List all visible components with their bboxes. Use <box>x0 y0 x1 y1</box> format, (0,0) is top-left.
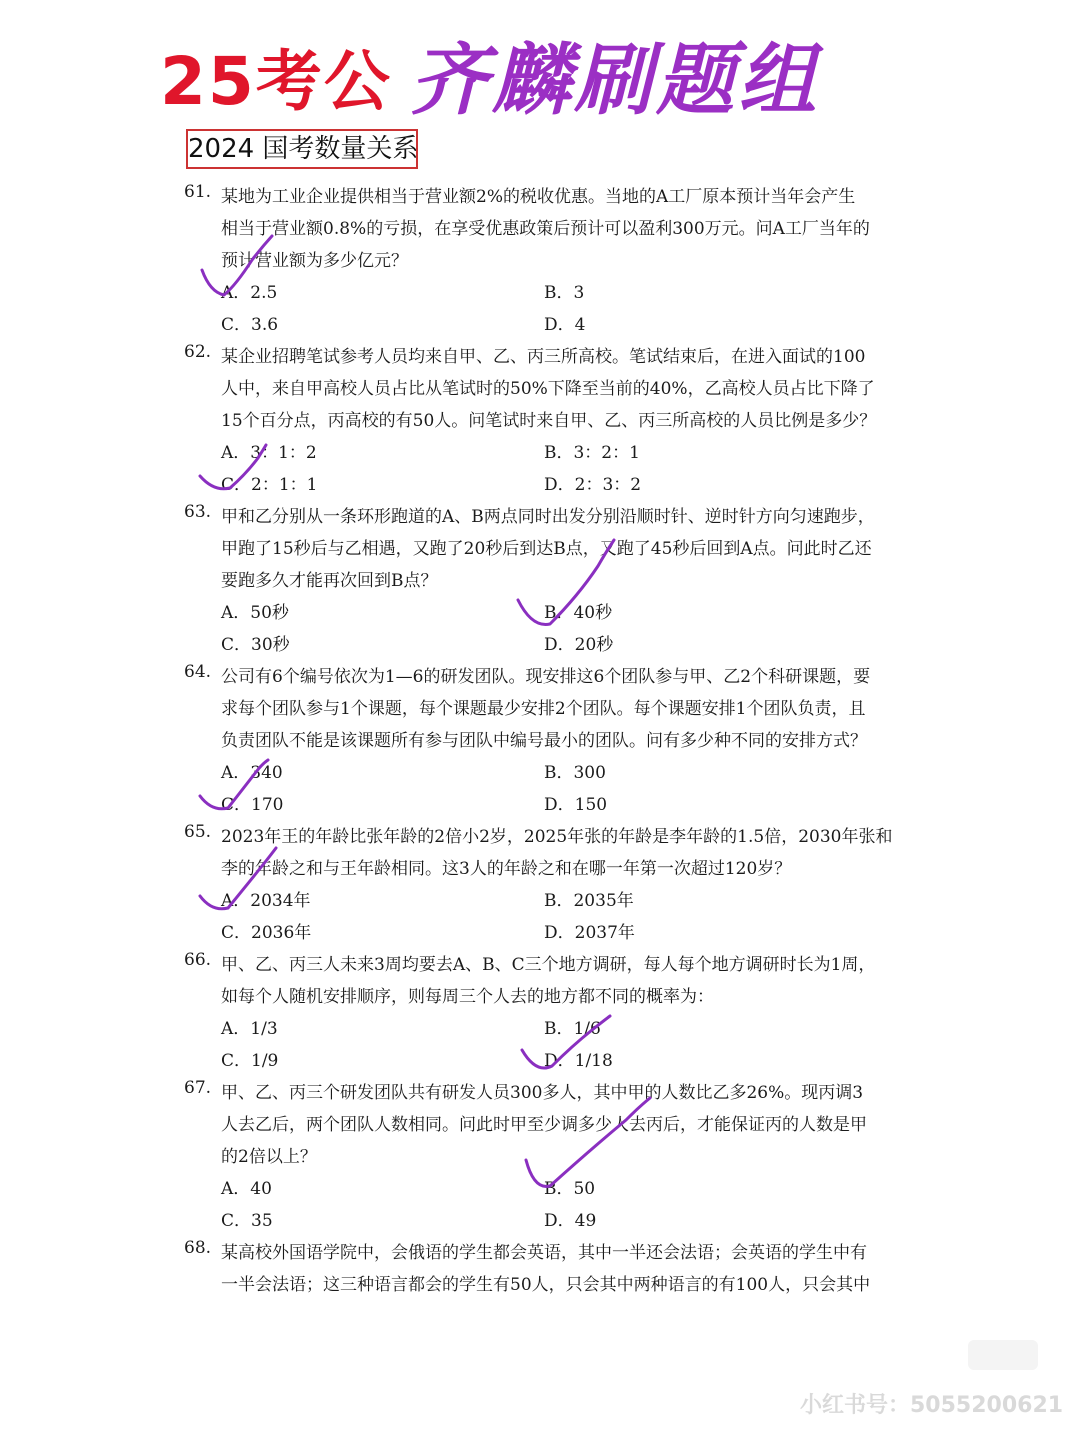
question-number: 62. <box>184 342 212 362</box>
option-a: A．1/3 <box>221 1019 278 1039</box>
question-text-line: 负责团队不能是该课题所有参与团队中编号最小的团队。问有多少种不同的安排方式？ <box>221 731 867 751</box>
option-a: A．40 <box>221 1179 272 1199</box>
question-number: 61. <box>184 182 212 202</box>
question-text-line: 15个百分点，丙高校的有50人。问笔试时来自甲、乙、丙三所高校的人员比例是多少？ <box>221 411 877 431</box>
question-text-line: 预计营业额为多少亿元？ <box>221 251 408 271</box>
option-d: D．49 <box>544 1211 597 1231</box>
option-d: D．1/18 <box>544 1051 613 1071</box>
option-c: C．30秒 <box>221 635 290 655</box>
option-b: B．3：2：1 <box>544 443 640 463</box>
option-d: D．20秒 <box>544 635 614 655</box>
question-text-line: 的2倍以上？ <box>221 1147 317 1167</box>
option-b: B．3 <box>544 283 585 303</box>
question-text-line: 要跑多久才能再次回到B点？ <box>221 571 438 591</box>
option-a: A．340 <box>221 763 283 783</box>
option-d: D．4 <box>544 315 586 335</box>
question-text-line: 如每个人随机安排顺序，则每周三个人去的地方都不同的概率为： <box>221 987 714 1007</box>
option-c: C．170 <box>221 795 284 815</box>
question-number: 68. <box>184 1238 212 1258</box>
question-text-line: 相当于营业额0.8%的亏损，在享受优惠政策后预计可以盈利300万元。问A工厂当年的 <box>221 219 870 239</box>
question-number: 66. <box>184 950 212 970</box>
question-text-line: 甲、乙、丙三人未来3周均要去A、B、C三个地方调研，每人每个地方调研时长为1周， <box>221 955 876 975</box>
option-c: C．35 <box>221 1211 273 1231</box>
question-text-line: 2023年王的年龄比张年龄的2倍小2岁，2025年张的年龄是李年龄的1.5倍，2030年张和 <box>221 827 893 847</box>
option-c: C．2：1：1 <box>221 475 318 495</box>
option-a: A．2.5 <box>221 283 278 303</box>
question-number: 64. <box>184 662 212 682</box>
watermark-text: 小红书号：5055200621 <box>800 1393 1064 1418</box>
section-title: 2024 国考数量关系 <box>186 129 418 169</box>
option-b: B．50 <box>544 1179 596 1199</box>
question-text-line: 某企业招聘笔试参考人员均来自甲、乙、丙三所高校。笔试结束后，在进入面试的100 <box>221 347 866 367</box>
option-b: B．300 <box>544 763 606 783</box>
handwritten-label-right: 齐麟刷题组 <box>410 36 821 126</box>
handwritten-label-left: 25考公 <box>160 43 392 120</box>
watermark-badge <box>968 1340 1038 1370</box>
question-number: 67. <box>184 1078 212 1098</box>
question-text-line: 人去乙后，两个团队人数相同。问此时甲至少调多少人去丙后，才能保证丙的人数是甲 <box>221 1115 867 1135</box>
option-b: B．40秒 <box>544 603 613 623</box>
question-text-line: 某高校外国语学院中，会俄语的学生都会英语，其中一半还会法语；会英语的学生中有 <box>221 1243 867 1263</box>
question-text-line: 甲跑了15秒后与乙相遇，又跑了20秒后到达B点，又跑了45秒后回到A点。问此时乙还 <box>221 539 872 559</box>
question-text-line: 一半会法语；这三种语言都会的学生有50人，只会其中两种语言的有100人，只会其中 <box>221 1275 871 1295</box>
question-text-line: 求每个团队参与1个课题，每个课题最少安排2个团队。每个课题安排1个团队负责，且 <box>221 699 866 719</box>
option-a: A．3：1：2 <box>221 443 317 463</box>
question-text-line: 某地为工业企业提供相当于营业额2%的税收优惠。当地的A工厂原本预计当年会产生 <box>221 187 856 207</box>
question-number: 65. <box>184 822 212 842</box>
question-text-line: 甲、乙、丙三个研发团队共有研发人员300多人，其中甲的人数比乙多26%。现丙调3 <box>221 1083 864 1103</box>
question-text-line: 李的年龄之和与王年龄相同。这3人的年龄之和在哪一年第一次超过120岁？ <box>221 859 792 879</box>
option-c: C．3.6 <box>221 315 279 335</box>
question-text-line: 公司有6个编号依次为1—6的研发团队。现安排这6个团队参与甲、乙2个科研课题，要 <box>221 667 871 687</box>
option-c: C．1/9 <box>221 1051 279 1071</box>
option-d: D．2037年 <box>544 923 635 943</box>
option-d: D．2：3：2 <box>544 475 642 495</box>
option-c: C．2036年 <box>221 923 312 943</box>
question-text-line: 人中，来自甲高校人员占比从笔试时的50%下降至当前的40%，乙高校人员占比下降了 <box>221 379 875 399</box>
option-b: B．2035年 <box>544 891 634 911</box>
option-d: D．150 <box>544 795 608 815</box>
option-a: A．2034年 <box>221 891 311 911</box>
question-number: 63. <box>184 502 212 522</box>
option-a: A．50秒 <box>221 603 289 623</box>
option-b: B．1/6 <box>544 1019 601 1039</box>
question-text-line: 甲和乙分别从一条环形跑道的A、B两点同时出发分别沿顺时针、逆时针方向匀速跑步， <box>221 507 875 527</box>
